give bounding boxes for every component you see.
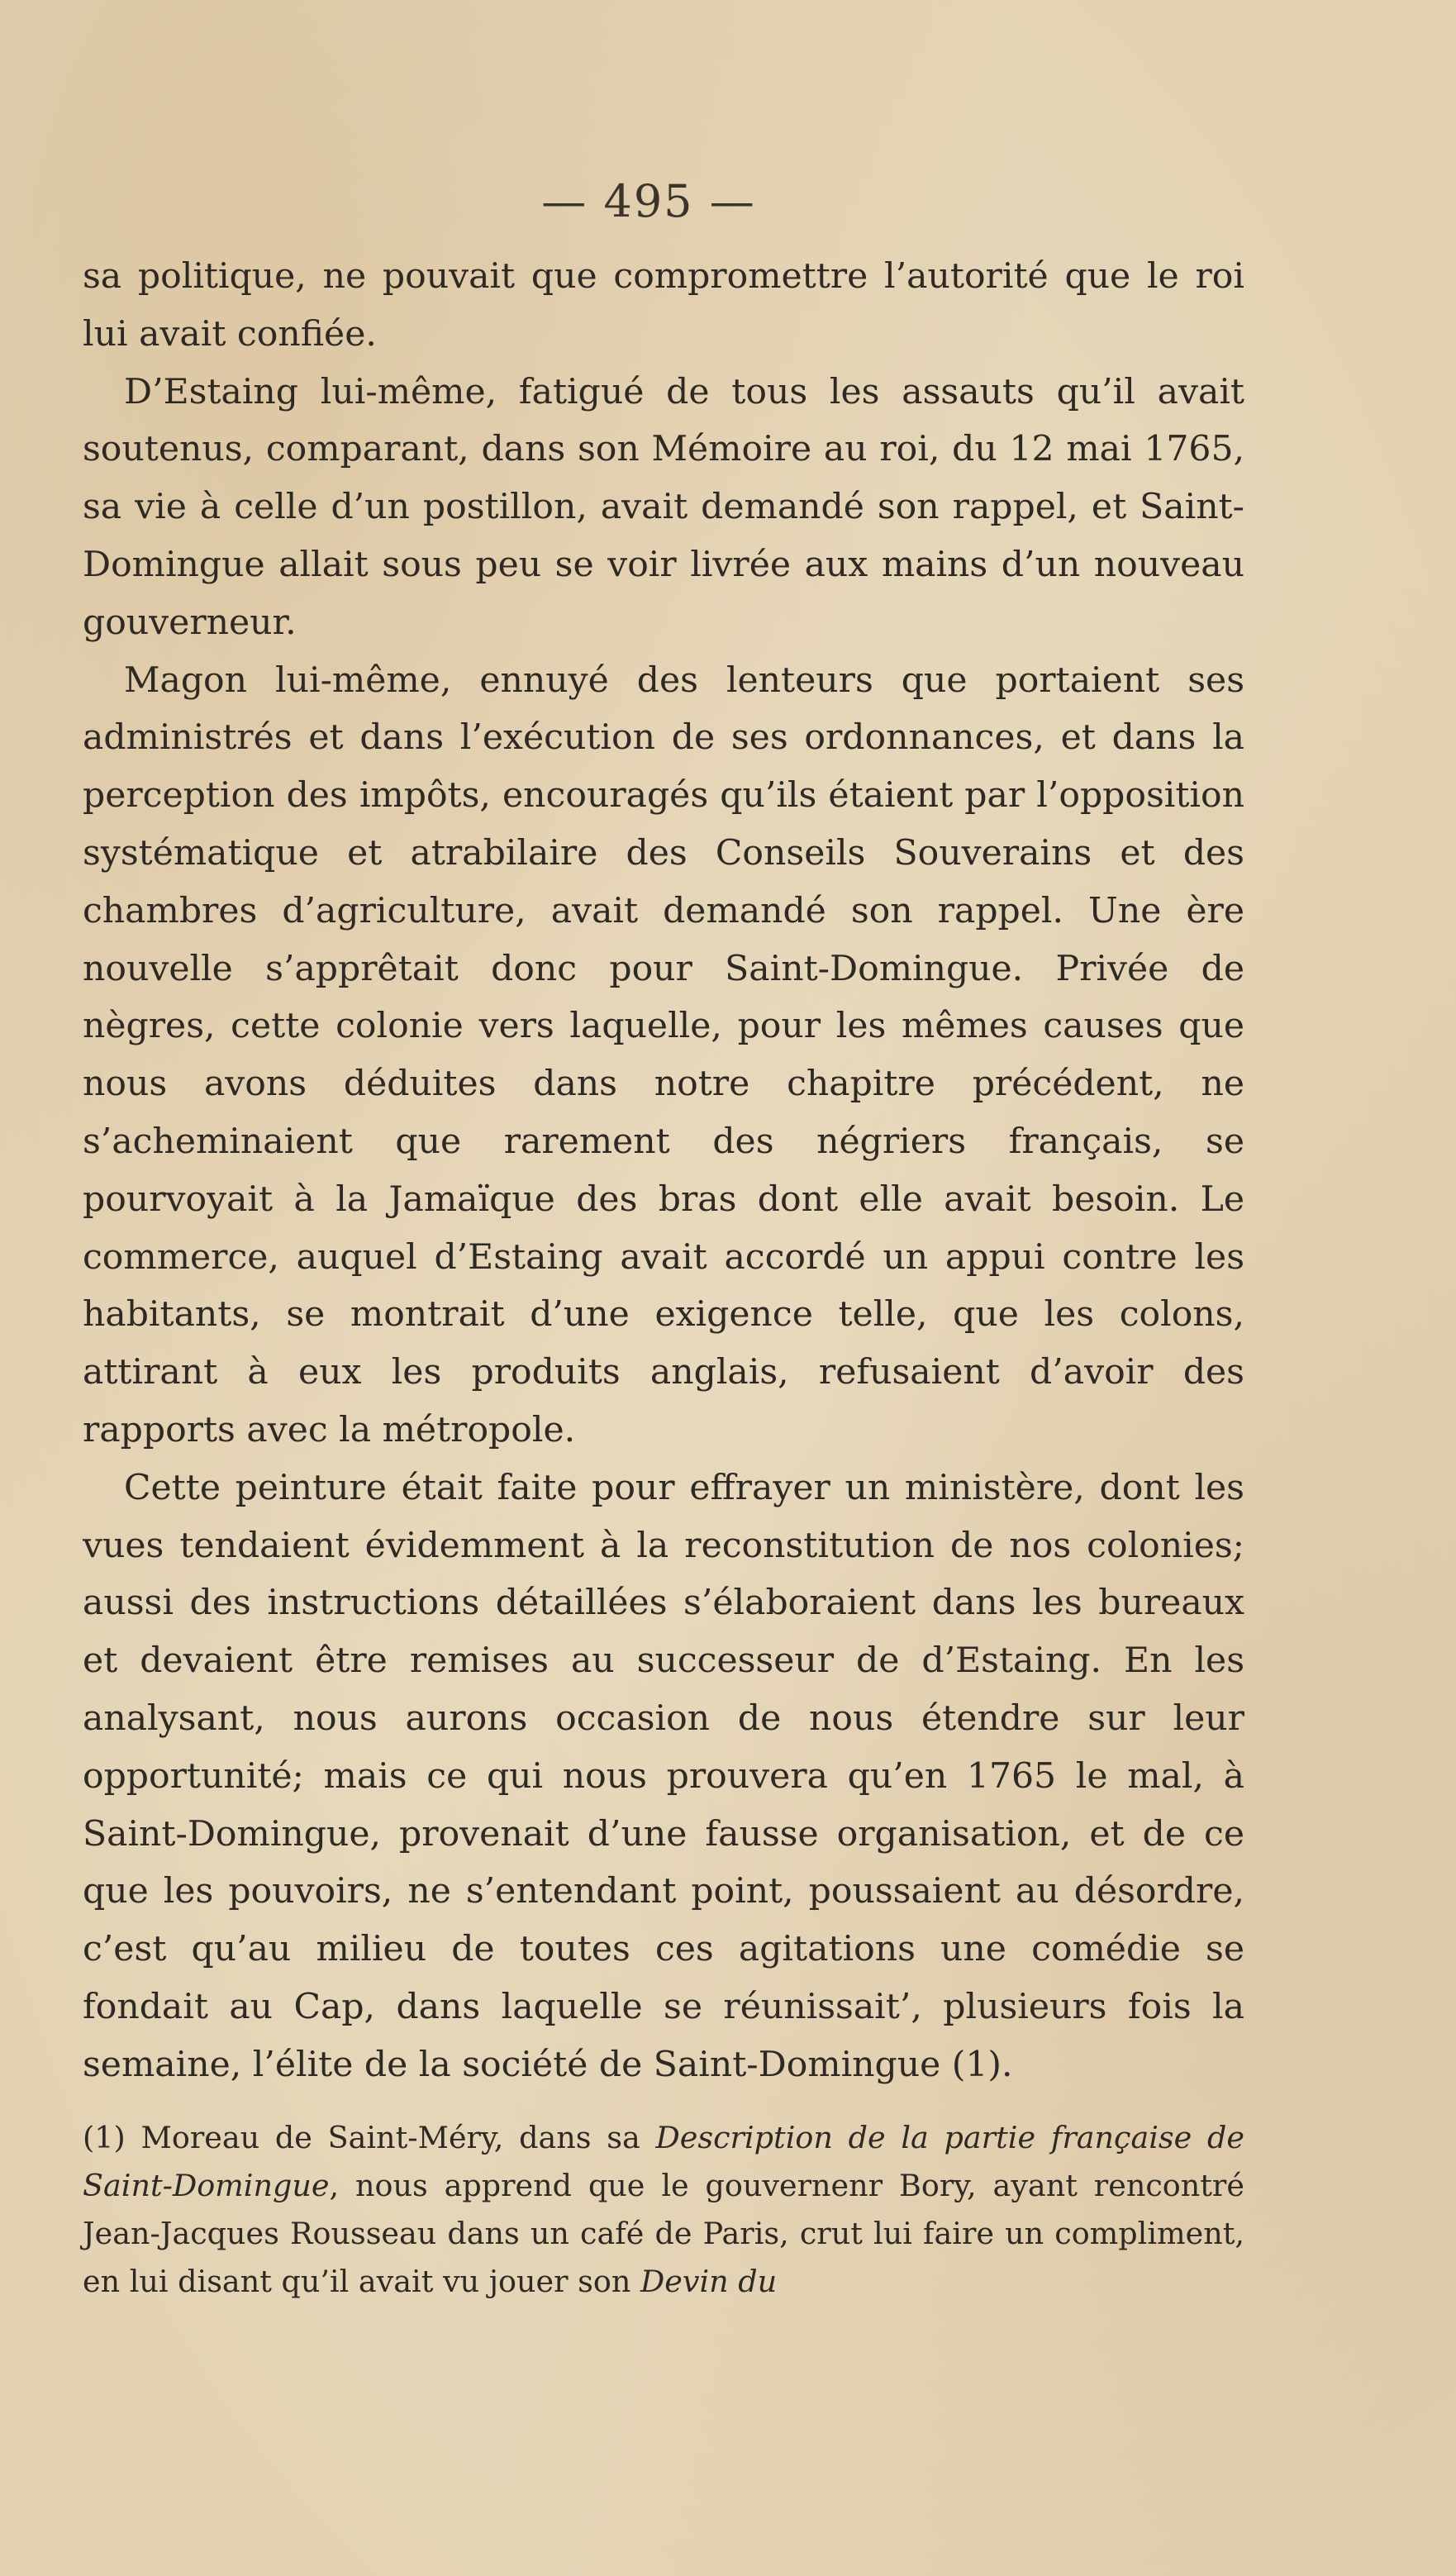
paragraph-4: Cette peinture était faite pour effrayer un ministère, dont les vues tendaient évidemment à la reconstitution de nos colonies; aussi des instructions détaillées s’élaboraient dans les bureaux et devaient être remises au successeur de d’Estaing. En les analysant, nous aurons occasion de nous étendre sur leur opportunité; mais ce qui nous prouvera qu’en 1765 le mal, à Saint-Domingue, provenait d’une fausse organisation, et de ce que les pouvoirs, ne s’entendant point, poussaient au désordre, c’est qu’au milieu de toutes ces agitations une comédie se fondait au Cap, dans laquelle se réunissait’, plusieurs fois la semaine, l’élite de la société de Saint-Domingue (1). xyxy=(83,1467,1244,2085)
footnote-text-a: Moreau de Saint-Méry, dans sa xyxy=(125,2120,656,2155)
paragraph-1: sa politique, ne pouvait que compromettre l’autorité que le roi lui avait confiée. xyxy=(83,256,1244,355)
footnote xyxy=(83,2114,1244,2306)
page-number: — 495 — xyxy=(541,175,756,227)
footnote-title-b: Devin du xyxy=(640,2264,778,2299)
footnote-mark: (1) xyxy=(83,2120,126,2155)
main-text xyxy=(83,248,1244,2094)
paragraph-2: D’Estaing lui-même, fatigué de tous les assauts qu’il avait soutenus, comparant, dans son Mémoire au roi, du 12 mai 1765, sa vie à celle d’un postillon, avait demandé son rappel, et Saint-Domingue allait sous peu se voir livrée aux mains d’un nouveau gouverneur. xyxy=(83,371,1244,643)
footnote-paragraph xyxy=(83,2114,1244,2306)
footnote-title-a: Description de la partie française de Saint-Domingue xyxy=(83,2120,1244,2203)
footnote-text-b: , nous apprend que le gouvernenr Bory, ayant rencontré Jean-Jacques Rousseau dans un café de Paris, crut lui faire un compliment, en lui disant qu’il avait vu jouer son xyxy=(83,2168,1244,2299)
paragraph-3: Magon lui-même, ennuyé des lenteurs que portaient ses administrés et dans l’exécution de ses ordonnances, et dans la perception des impôts, encouragés qu’ils étaient par l’opposition systématique et atrabilaire des Conseils Souverains et des chambres d’agriculture, avait demandé son rappel. Une ère nouvelle s’apprêtait donc pour Saint-Domingue. Privée de nègres, cette colonie vers laquelle, pour les mêmes causes que nous avons déduites dans notre chapitre précédent, ne s’acheminaient que rarement des négriers français, se pourvoyait à la Jamaïque des bras dont elle avait besoin. Le commerce, auquel d’Estaing avait accordé un appui contre les habitants, se montrait d’une exigence telle, que les colons, attirant à eux les produits anglais, refusaient d’avoir des rapports avec la métropole. xyxy=(83,659,1244,1450)
